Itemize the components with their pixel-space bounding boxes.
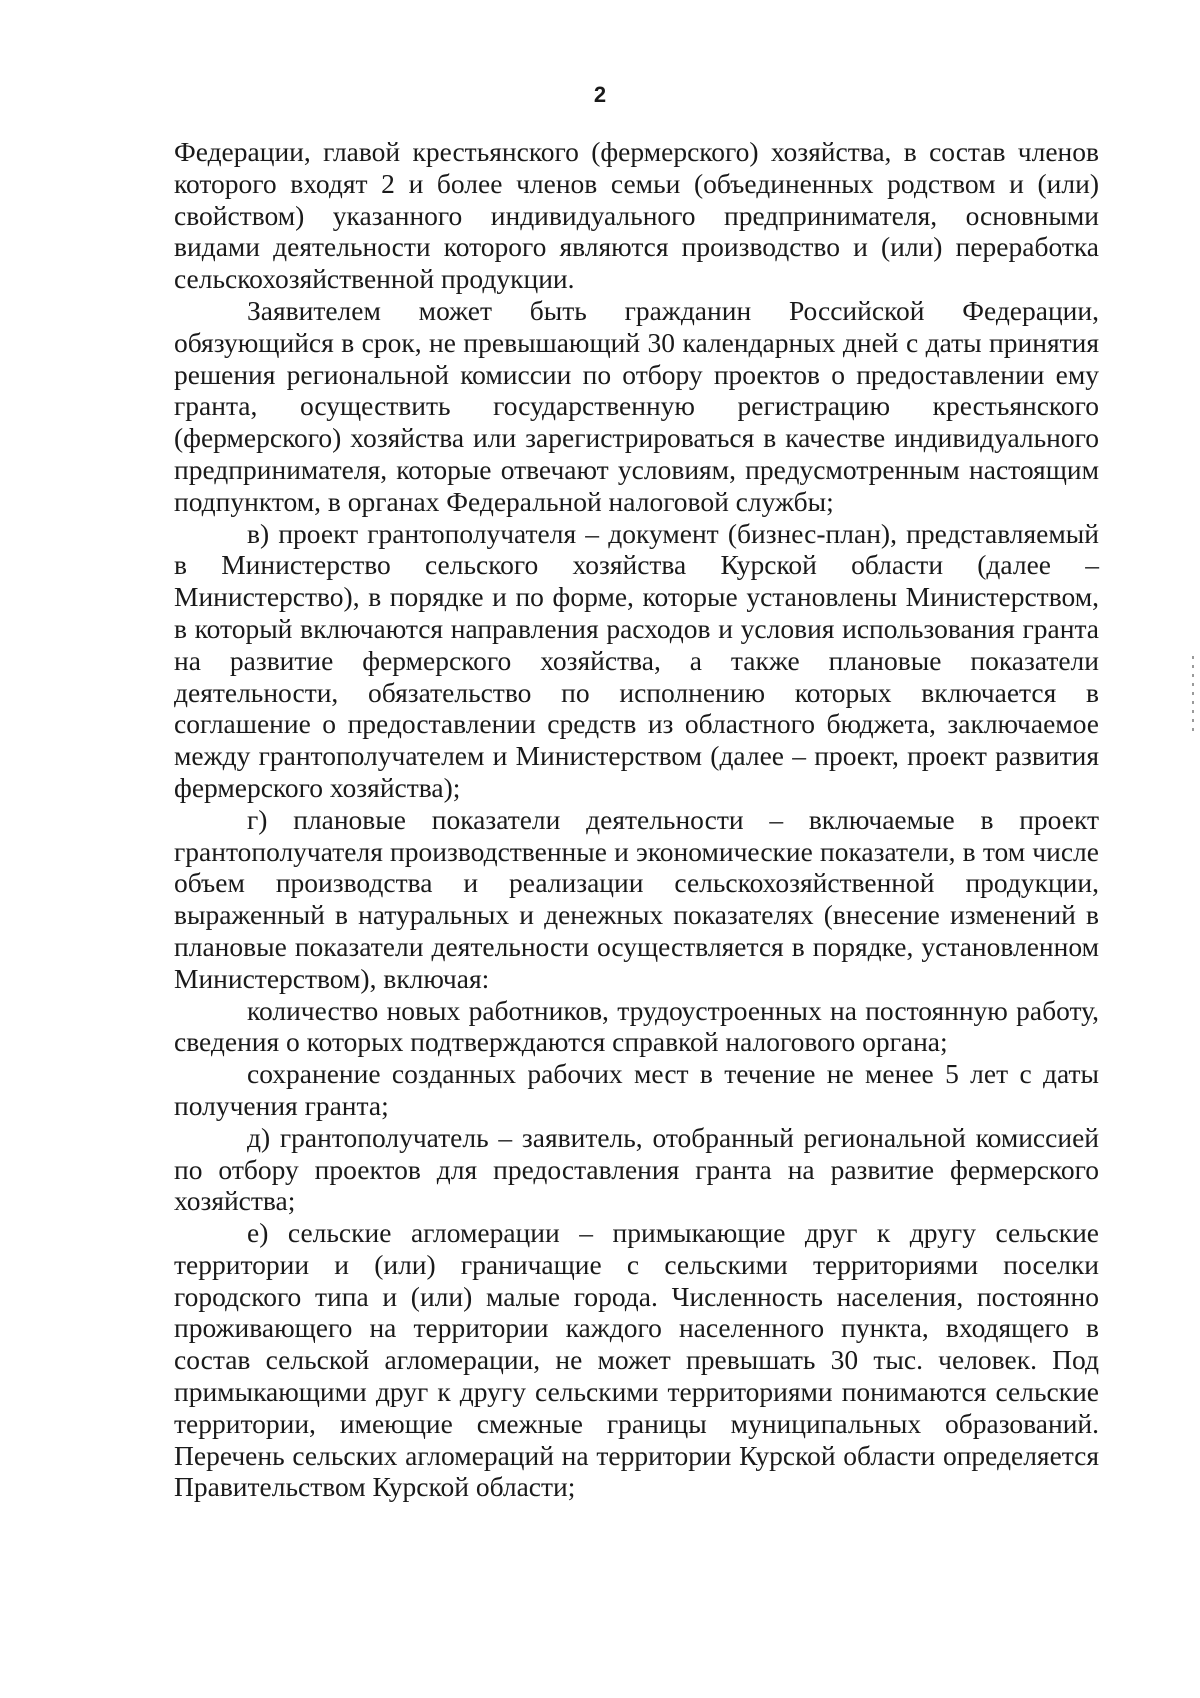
paragraph-continuation: Федерации, главой крестьянского (фермерского) хозяйства, в состав членов которого входят 2 и более членов семьи (объединенных родством и (или) свойством) указанного индивидуального предпринимателя, основными видами деятельности которого являются производство и (или) переработка сельскохозяйственной продукции. — [174, 136, 1099, 295]
paragraph-item-v: в) проект грантополучателя – документ (бизнес-план), представляемый в Министерство сельского хозяйства Курской области (далее – Министерство), в порядке и по форме, которые установлены Министерством, в который включаются направления расходов и условия использования гранта на развитие фермерского хозяйства, а также плановые показатели деятельности, обязательство по исполнению которых включается в соглашение о предоставлении средств из областного бюджета, заключаемое между грантополучателем и Министерством (далее – проект, проект развития фермерского хозяйства); — [174, 517, 1099, 803]
paragraph-applicant: Заявителем может быть гражданин Российской Федерации, обязующийся в срок, не превышающий 30 календарных дней с даты принятия решения региональной комиссии по отбору проектов о предоставлении ему гранта, осуществить государственную регистрацию крестьянского (фермерского) хозяйства или зарегистрироваться в качестве индивидуального предпринимателя, которые отвечают условиям, предусмотренным настоящим подпунктом, в органах Федеральной налоговой службы; — [174, 294, 1099, 517]
paragraph-job-retention: сохранение созданных рабочих мест в течение не менее 5 лет с даты получения гранта; — [174, 1058, 1099, 1121]
scan-edge-mark — [1192, 656, 1194, 736]
paragraph-new-workers: количество новых работников, трудоустроенных на постоянную работу, сведения о которых подтверждаются справкой налогового органа; — [174, 994, 1099, 1058]
paragraph-item-g: г) плановые показатели деятельности – включаемые в проект грантополучателя производственные и экономические показатели, в том числе объем производства и реализации сельскохозяйственной продукции, выраженный в натуральных и денежных показателях (внесение изменений в плановые показатели деятельности осуществляется в порядке, установленном Министерством), включая: — [174, 803, 1099, 994]
paragraph-item-d: д) грантополучатель – заявитель, отобранный региональной комиссией по отбору проектов для предоставления гранта на развитие фермерского хозяйства; — [174, 1121, 1099, 1217]
page-number: 2 — [593, 82, 607, 107]
paragraph-item-e: е) сельские агломерации – примыкающие друг к другу сельские территории и (или) граничащие с сельскими территориями поселки городского типа и (или) малые города. Численность населения, постоянно проживающего на территории каждого населенного пункта, входящего в состав сельской агломерации, не может превышать 30 тыс. человек. Под примыкающими друг к другу сельскими территориями понимаются сельские территории, имеющие смежные границы муниципальных образований. Перечень сельских агломераций на территории Курской области определяется Правительством Курской области; — [174, 1217, 1099, 1503]
document-body — [174, 136, 1099, 1503]
